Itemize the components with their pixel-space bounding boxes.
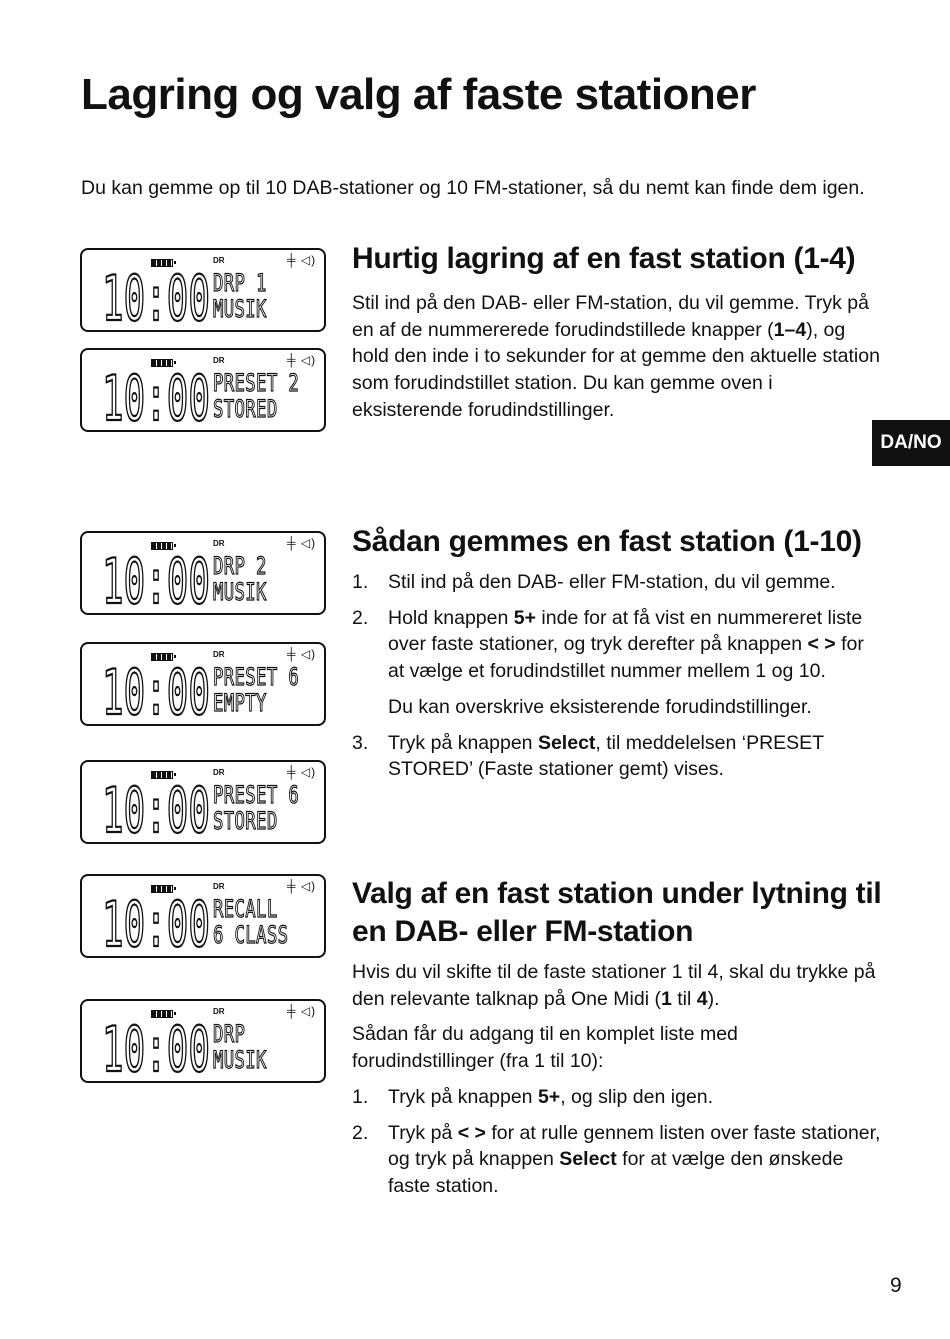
lcd-line-2: STORED bbox=[213, 395, 278, 423]
lcd-display bbox=[80, 348, 326, 432]
lcd-line-1: PRESET 2 bbox=[213, 369, 300, 397]
steps-list bbox=[352, 569, 882, 783]
station-tag: DR bbox=[213, 768, 225, 777]
list-item: 2. Hold knappen 5+ inde for at få vist en nummereret liste over faste stationer, og tryk derefter på knappen < > for at vælge et forudindstillet nummer mellem 1 og 10. Du kan overskrive eksisterende forudindstillinger. bbox=[352, 605, 882, 721]
clock-readout bbox=[102, 264, 210, 324]
lcd-line-2: MUSIK bbox=[213, 295, 267, 323]
signal-speaker-icon: ╪ ◁) bbox=[287, 253, 317, 267]
lcd-line-2: MUSIK bbox=[213, 578, 267, 606]
station-tag: DR bbox=[213, 882, 225, 891]
station-tag: DR bbox=[213, 356, 225, 365]
section-heading: Hurtig lagring af en fast station (1-4) bbox=[352, 242, 856, 275]
lcd-line-1: DRP bbox=[213, 1020, 246, 1048]
section-heading: Valg af en fast station under lytning til en DAB- eller FM-station bbox=[352, 877, 882, 948]
clock-readout bbox=[102, 547, 210, 607]
lcd-line-1: DRP 2 bbox=[213, 552, 267, 580]
lcd-line-2: EMPTY bbox=[213, 689, 267, 717]
intro-text: Du kan gemme op til 10 DAB-stationer og 10 FM-stationer, så du nemt kan finde dem igen. bbox=[81, 177, 865, 199]
lcd-display bbox=[80, 760, 326, 844]
lcd-line-2: STORED bbox=[213, 807, 278, 835]
station-tag: DR bbox=[213, 256, 225, 265]
list-item: 3. Tryk på knappen Select, til meddelelsen ‘PRESET STORED’ (Faste stationer gemt) vises. bbox=[352, 731, 824, 781]
lcd-display bbox=[80, 531, 326, 615]
clock-time: 10:00 bbox=[102, 364, 210, 424]
clock-time: 10:00 bbox=[102, 264, 210, 324]
station-tag: DR bbox=[213, 650, 225, 659]
lcd-display bbox=[80, 642, 326, 726]
language-tab: DA/NO bbox=[872, 420, 950, 466]
list-item: 1. Stil ind på den DAB- eller FM-station, du vil gemme. bbox=[352, 571, 836, 593]
clock-readout bbox=[102, 1015, 210, 1075]
clock-readout bbox=[102, 364, 210, 424]
list-item-note: Du kan overskrive eksisterende forudindstillinger. bbox=[388, 695, 812, 718]
section-select-preset bbox=[352, 875, 882, 1200]
lcd-line-1: RECALL bbox=[213, 895, 278, 923]
clock-time: 10:00 bbox=[102, 658, 210, 718]
section-heading: Sådan gemmes en fast station (1-10) bbox=[352, 525, 862, 558]
clock-readout bbox=[102, 658, 210, 718]
clock-readout bbox=[102, 890, 210, 950]
section-body: Stil ind på den DAB- eller FM-station, du vil gemme. Tryk på en af de nummererede forudindstillede knapper (1–4), og hold den inde i to sekunder for at gemme den aktuelle station som forudindstillet station. Du kan gemme oven i eksisterende forudindstillinger. bbox=[352, 292, 880, 421]
clock-time: 10:00 bbox=[102, 1015, 210, 1075]
station-tag: DR bbox=[213, 1007, 225, 1016]
lcd-line-1: DRP 1 bbox=[213, 269, 267, 297]
section-store-preset bbox=[352, 523, 882, 783]
clock-time: 10:00 bbox=[102, 547, 210, 607]
signal-speaker-icon: ╪ ◁) bbox=[287, 536, 317, 550]
section-quick-store bbox=[352, 240, 882, 424]
lcd-display bbox=[80, 999, 326, 1083]
signal-speaker-icon: ╪ ◁) bbox=[287, 647, 317, 661]
list-item: 2. Tryk på < > for at rulle gennem listen over faste stationer, og tryk på knappen Select for at vælge den ønskede faste station. bbox=[352, 1121, 881, 1197]
clock-time: 10:00 bbox=[102, 890, 210, 950]
list-item: 1. Tryk på knappen 5+, og slip den igen. bbox=[352, 1085, 714, 1108]
steps-list bbox=[352, 1084, 882, 1200]
lcd-display bbox=[80, 874, 326, 958]
page-title: Lagring og valg af faste stationer bbox=[81, 70, 756, 119]
lcd-line-2: MUSIK bbox=[213, 1046, 267, 1074]
station-tag: DR bbox=[213, 539, 225, 548]
section-body: Hvis du vil skifte til de faste stationer 1 til 4, skal du trykke på den relevante talknap på One Midi (1 til 4). bbox=[352, 961, 876, 1010]
lcd-line-2: 6 CLASS bbox=[213, 921, 289, 949]
page-number: 9 bbox=[890, 1274, 902, 1297]
clock-readout bbox=[102, 776, 210, 836]
signal-speaker-icon: ╪ ◁) bbox=[287, 879, 317, 893]
lcd-line-1: PRESET 6 bbox=[213, 663, 300, 691]
signal-speaker-icon: ╪ ◁) bbox=[287, 353, 317, 367]
section-body: Sådan får du adgang til en komplet liste med forudindstillinger (fra 1 til 10): bbox=[352, 1023, 738, 1073]
clock-time: 10:00 bbox=[102, 776, 210, 836]
signal-speaker-icon: ╪ ◁) bbox=[287, 1004, 317, 1018]
lcd-line-1: PRESET 6 bbox=[213, 781, 300, 809]
lcd-display bbox=[80, 248, 326, 332]
signal-speaker-icon: ╪ ◁) bbox=[287, 765, 317, 779]
